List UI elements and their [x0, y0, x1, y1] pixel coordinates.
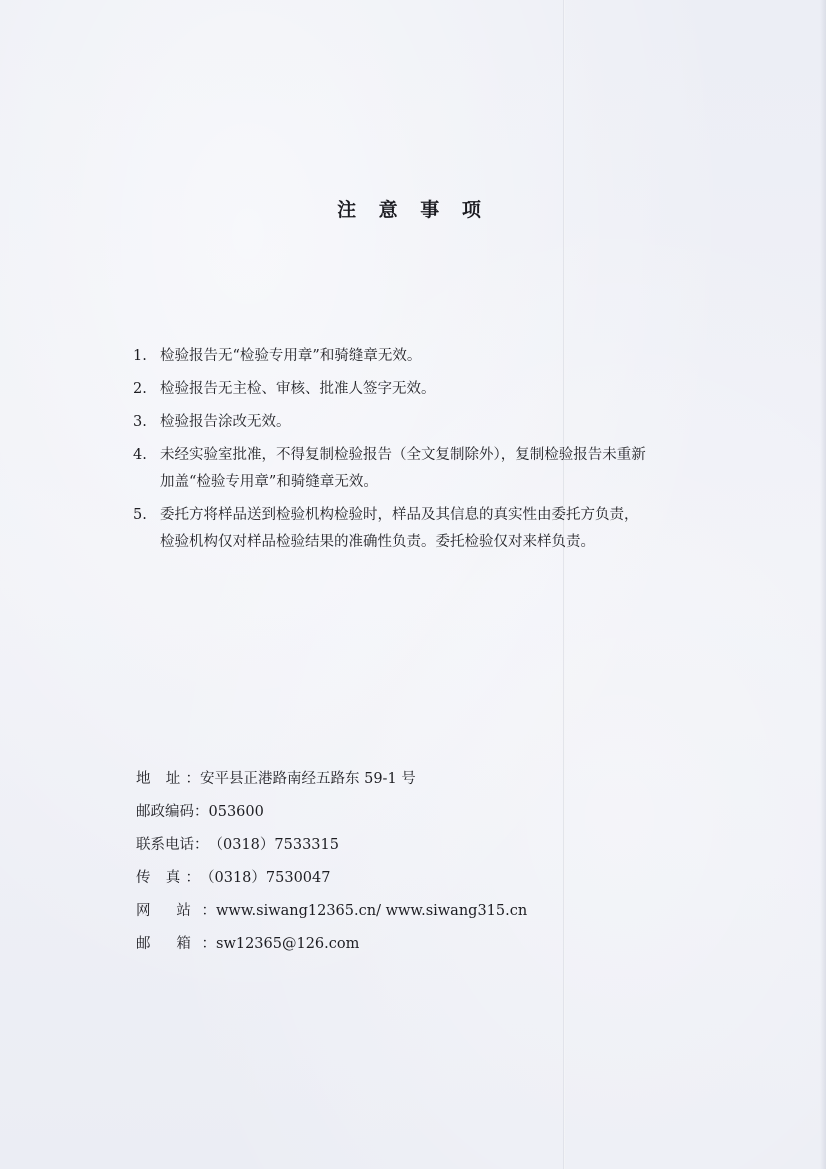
notice-number: 3.: [133, 414, 147, 430]
notice-number: 2.: [133, 381, 147, 397]
website-label: 网 站：: [136, 903, 216, 919]
address-label: 地 址：: [136, 771, 200, 787]
contact-postcode-row: [136, 799, 527, 832]
email-label: 邮 箱：: [136, 936, 216, 952]
fax-label: 传 真：: [136, 870, 200, 886]
contact-info: [136, 766, 527, 964]
notice-text: 检验报告无“检验专用章”和骑缝章无效。: [160, 348, 422, 364]
address-value: 安平县正港路南经五路东 59-1 号: [200, 771, 416, 787]
email-value[interactable]: sw12365@126.com: [216, 936, 360, 952]
website-value[interactable]: www.siwang12365.cn/ www.siwang315.cn: [216, 903, 528, 919]
notice-text: 未经实验室批准，不得复制检验报告（全文复制除外），复制检验报告未重新: [160, 447, 646, 463]
contact-phone-row: [136, 832, 527, 865]
notice-item-4: [133, 442, 733, 496]
notice-item-2: [133, 376, 733, 403]
phone-label: 联系电话：: [136, 837, 209, 853]
notice-item-1: [133, 343, 733, 370]
notice-item-3: [133, 409, 733, 436]
notice-text: 检验报告无主检、审核、批准人签字无效。: [160, 381, 436, 397]
notice-number: 5.: [133, 507, 147, 523]
contact-fax-row: [136, 865, 527, 898]
contact-address-row: [136, 766, 527, 799]
phone-value: （0318）7533315: [208, 837, 339, 853]
notice-list: [133, 343, 733, 562]
contact-website-row: [136, 898, 527, 931]
notice-number: 4.: [133, 447, 147, 463]
fax-value: （0318）7530047: [200, 870, 331, 886]
notice-text: 委托方将样品送到检验机构检验时，样品及其信息的真实性由委托方负责，: [160, 507, 639, 523]
notice-number: 1.: [133, 348, 147, 364]
contact-email-row: [136, 931, 527, 964]
page-edge-shadow: [820, 0, 826, 1169]
notice-text-continued: 检验机构仅对样品检验结果的准确性负责。委托检验仅对来样负责。: [160, 534, 595, 550]
page-fold-line: [563, 0, 565, 1169]
notice-text-continued: 加盖“检验专用章”和骑缝章无效。: [160, 474, 378, 490]
notice-item-5: [133, 502, 733, 556]
postcode-label: 邮政编码：: [136, 804, 209, 820]
page-title: 注 意 事 项: [337, 199, 489, 221]
postcode-value: 053600: [208, 804, 264, 820]
notice-text: 检验报告涂改无效。: [160, 414, 291, 430]
